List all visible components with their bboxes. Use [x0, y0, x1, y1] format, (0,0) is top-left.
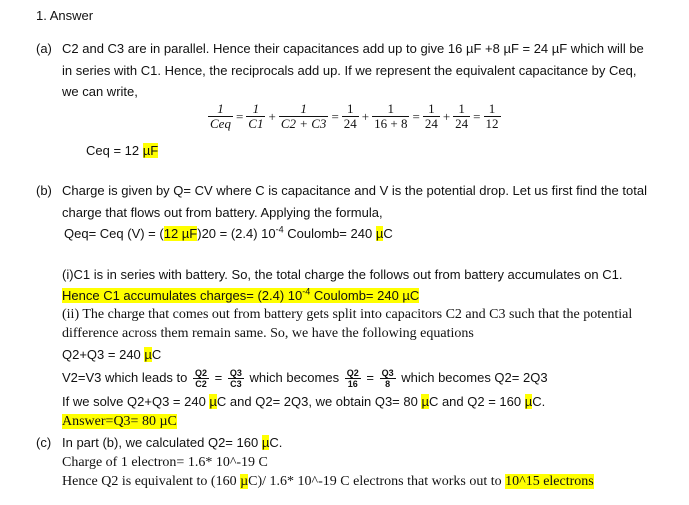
fraction-1-over-24-c: $\frac{1}{24}$ — [455, 101, 469, 131]
fraction-q2-over-c2: $\frac{Q2}{C2}$ — [195, 368, 208, 390]
part-c-line-2: Charge of 1 electron= 1.6* 10^-19 C — [62, 455, 268, 470]
qeq-formula: Qeq= Ceq (V) = (12 µF)20 = (2.4) $10^{-4}$ Coulomb= 240 µC — [64, 224, 393, 241]
fraction-1-over-c2-c3: $\frac{1}{C2 + C3}$ — [280, 101, 327, 131]
fraction-1-over-12: $\frac{1}{12}$ — [485, 101, 499, 131]
answer-title: 1. Answer — [36, 8, 94, 23]
fraction-1-over-24-b: $\frac{1}{24}$ — [424, 101, 438, 131]
part-b-ii-line-1: (ii) The charge that comes out from battery gets split into capacitors C2 and C3 such that the potential — [62, 307, 633, 322]
part-b-ii-line-2: difference across them remain same. So, we have the following equations — [62, 326, 474, 341]
part-b-label: (b) — [36, 183, 52, 198]
charge-sum-equation: Q2+Q3 = 240 µC — [62, 347, 162, 362]
solve-line: If we solve Q2+Q3 = 240 µC and Q2= 2Q3, we obtain Q3= 80 µC and Q2 = 160 µC. — [62, 394, 546, 409]
part-a-text-line-3: we can write, — [62, 84, 138, 99]
fraction-q3-over-c3: $\frac{Q3}{C3}$ — [229, 368, 242, 390]
voltage-equality-line: V2=V3 which leads to $\frac{Q2}{C2}$ = $\frac{Q3}{C3}$ which becomes $\frac{Q2}{16}$ = $\frac{Q3}{8}$ which becomes Q2= 2Q3 — [62, 368, 548, 390]
capacitance-equation: $\frac{1}{\text{Ceq}}$ = $\frac{1}{C1}$ + $\frac{1}{C2 + C3}$ = $\frac{1}{24}$ + $\frac{1}{16 + 8}$ = $\frac{1}{24}$ + $\frac{1}{24}$ = $\frac{1}{12}$ — [210, 101, 499, 131]
answer-q3: Answer=Q3= 80 µC — [62, 414, 177, 429]
part-b-text-line-2: charge that flows out from battery. Applying the formula, — [62, 205, 383, 220]
part-c-line-3: Hence Q2 is equivalent to (160 µC)/ 1.6* 10^-19 C electrons that works out to 10^15 electrons — [62, 474, 594, 489]
part-b-i-line-1: (i)C1 is in series with battery. So, the total charge the follows out from battery accumulates on C1. — [62, 267, 623, 282]
fraction-1-over-c1: $\frac{1}{C1}$ — [248, 101, 264, 131]
part-c-label: (c) — [36, 435, 52, 450]
fraction-q3-over-8: $\frac{Q3}{8}$ — [381, 368, 394, 390]
part-b-text-line-1: Charge is given by Q= CV where C is capacitance and V is the potential drop. Let us first find the total — [62, 183, 647, 198]
fraction-1-over-24: $\frac{1}{24}$ — [343, 101, 357, 131]
fraction-1-over-ceq: $\frac{1}{\text{Ceq}}$ — [210, 101, 231, 131]
part-c-line-1: In part (b), we calculated Q2= 160 µC. — [62, 435, 283, 450]
part-a-label: (a) — [36, 41, 52, 56]
part-a-text-line-1: C2 and C3 are in parallel. Hence their capacitances add up to give 16 µF +8 µF = 24 µF which will be — [62, 41, 644, 56]
part-b-i-line-2: Hence C1 accumulates charges= (2.4) $10^{-4}$ Coulomb= 240 µC — [62, 286, 420, 303]
fraction-1-over-16-plus-8: $\frac{1}{16 + 8}$ — [374, 101, 408, 131]
ceq-result: Ceq = 12 µF — [86, 143, 159, 158]
fraction-q2-over-16: $\frac{Q2}{16}$ — [346, 368, 359, 390]
part-a-text-line-2: in series with C1. Hence, the reciprocals add up. If we represent the equivalent capacitance by Ceq, — [62, 63, 637, 78]
